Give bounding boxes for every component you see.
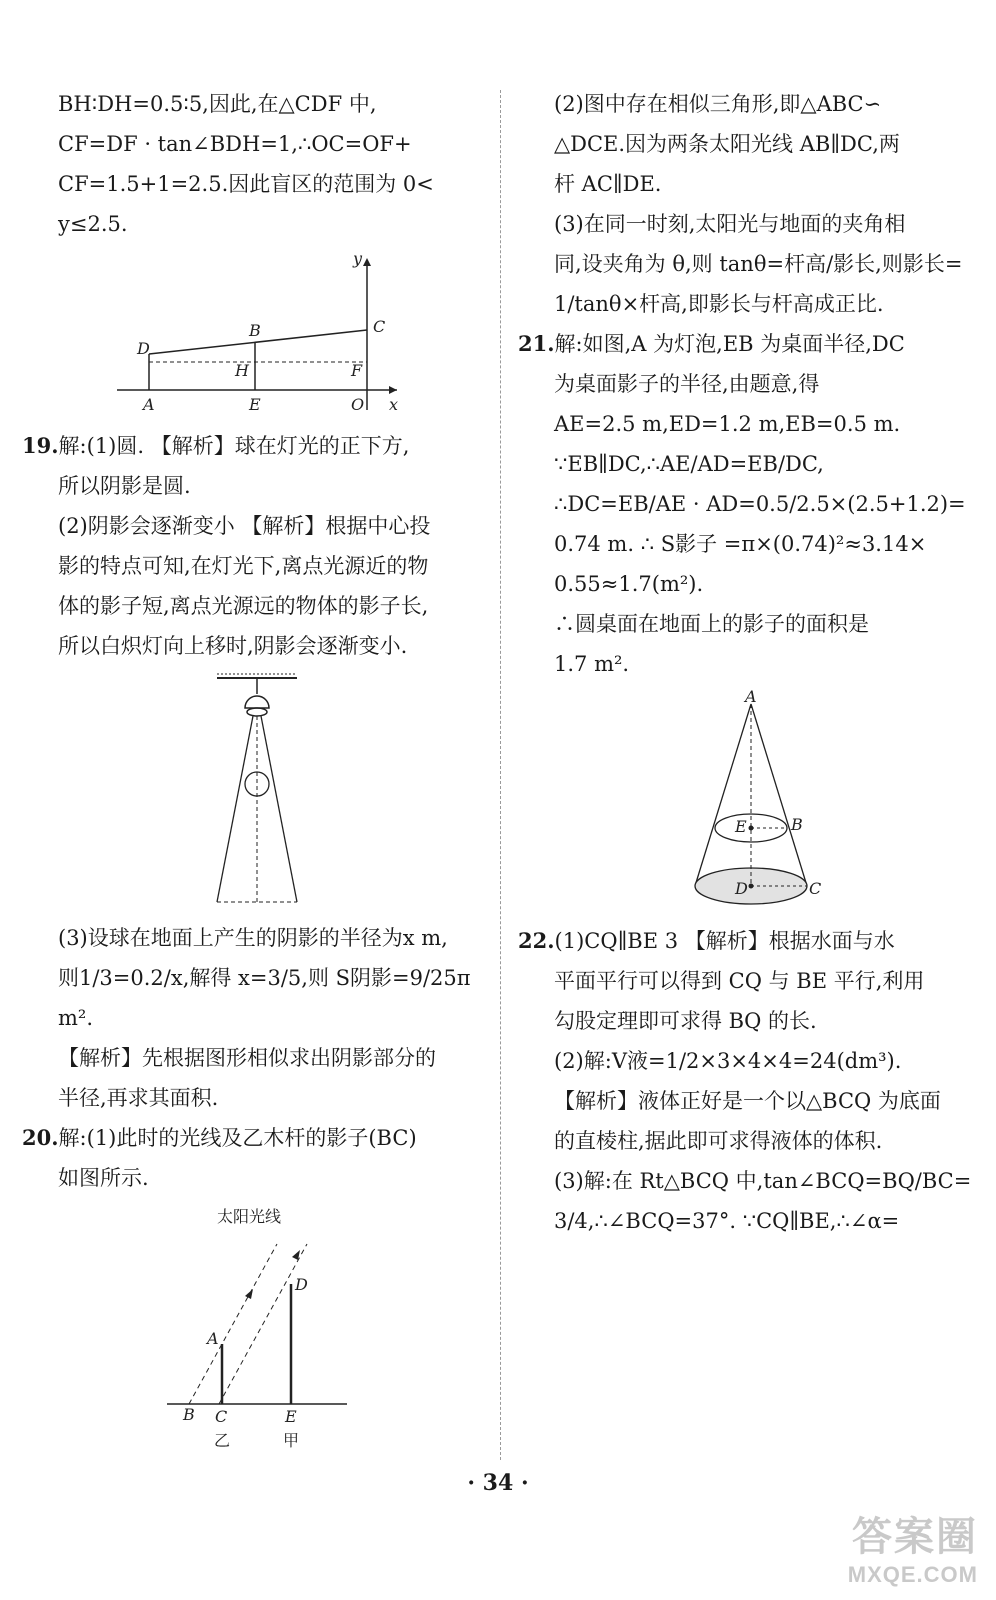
fig18-label-b: B (249, 321, 261, 340)
q21-number: 21. (518, 331, 555, 356)
q21-line-3: AE=2.5 m,ED=1.2 m,EB=0.5 m. (554, 412, 901, 436)
left-column (22, 84, 492, 1460)
q20-part2-line-2: △DCE.因为两条太阳光线 AB∥DC,两 (554, 132, 900, 156)
q22-line-4: (2)解:V液=1/2×3×4×4=24(dm³). (554, 1049, 902, 1073)
q20-line-2: 如图所示. (58, 1166, 149, 1190)
fig18-label-y: y (353, 250, 363, 268)
q19-line-4: 影的特点可知,在灯光下,离点光源近的物 (58, 554, 429, 578)
fig21-label-e: E (735, 817, 747, 836)
q22-line-2: 平面平行可以得到 CQ 与 BE 平行,利用 (554, 969, 925, 993)
fig18-label-o: O (351, 395, 365, 414)
figure-18-blind-zone (107, 250, 407, 420)
fig18-label-e: E (249, 395, 261, 414)
watermark-line-1: 答案圈 (852, 1515, 978, 1559)
q20-part3-line-3: 1/tanθ×杆高,即影长与杆高成正比. (554, 292, 884, 316)
q21-line-6: 0.74 m. ∴ S影子 =π×(0.74)²≈3.14× (554, 532, 927, 556)
fig18-label-a: A (143, 395, 155, 414)
fig20-label-c: C (215, 1407, 228, 1426)
q19-part3-line-1: (3)设球在地面上产生的阴影的半径为x m, (58, 926, 448, 950)
q21-line-7: 0.55≈1.7(m²). (554, 572, 704, 596)
q22-line-5: 【解析】液体正好是一个以△BCQ 为底面 (554, 1089, 941, 1113)
q21-line-5: ∴DC=EB/AE · AD=0.5/2.5×(2.5+1.2)= (554, 492, 966, 516)
q22-line-3: 勾股定理即可求得 BQ 的长. (554, 1009, 817, 1033)
figure-21-cone-shadow (675, 690, 825, 915)
q19-part3-line-4: 半径,再求其面积. (58, 1086, 219, 1110)
q19-part3-line-2: 则1/3=0.2/x,解得 x=3/5,则 S阴影=9/25π m². (58, 966, 471, 1030)
column-divider (500, 90, 501, 1460)
q18-line-1: BH∶DH=0.5∶5,因此,在△CDF 中, (58, 92, 377, 116)
q22-number: 22. (518, 928, 555, 953)
fig21-label-a: A (745, 690, 757, 706)
q21-line-4: ∵EB∥DC,∴AE/AD=EB/DC, (554, 452, 824, 476)
q19-number: 19. (22, 433, 59, 458)
fig20-label-d: D (295, 1275, 308, 1294)
q21-line-2: 为桌面影子的半径,由题意,得 (554, 372, 820, 396)
fig18-label-f: F (351, 361, 363, 380)
q22-line-6: 的直棱柱,据此即可求得液体的体积. (554, 1129, 883, 1153)
q20-part3-line-2: 同,设夹角为 θ,则 tanθ=杆高/影长,则影长= (554, 252, 963, 276)
q21-line-1: 解:如图,A 为灯泡,EB 为桌面半径,DC (554, 332, 905, 356)
q20-part3-line-1: (3)在同一时刻,太阳光与地面的夹角相 (554, 212, 906, 236)
q21-line-9: 1.7 m². (554, 652, 630, 676)
figure-20-sun-shadow (157, 1204, 357, 1454)
fig20-label-a: A (207, 1329, 219, 1348)
q20-part2-line-1: (2)图中存在相似三角形,即△ABC∽ (554, 92, 882, 116)
q19-line-3: (2)阴影会逐渐变小 【解析】根据中心投 (58, 514, 431, 538)
fig21-label-b: B (791, 815, 803, 834)
page-number: · 34 · (467, 1470, 529, 1496)
q22-line-1: (1)CQ∥BE 3 【解析】根据水面与水 (554, 929, 895, 953)
q19-line-2: 所以阴影是圆. (58, 474, 191, 498)
fig20-label-b: B (183, 1405, 195, 1424)
q19-line-6: 所以白炽灯向上移时,阴影会逐渐变小. (58, 634, 408, 658)
fig21-label-d: D (735, 879, 748, 898)
watermark-logo (848, 1505, 978, 1588)
watermark-line-2: MXQE.COM (847, 1562, 978, 1587)
fig18-label-h: H (235, 361, 249, 380)
q22-line-8: 3/4,∴∠BCQ=37°. ∵CQ∥BE,∴∠α= (554, 1209, 900, 1233)
q18-line-3: CF=1.5+1=2.5.因此盲区的范围为 0< (58, 172, 434, 196)
q20-number: 20. (22, 1125, 59, 1150)
fig18-label-c: C (373, 317, 386, 336)
right-column (518, 84, 982, 1241)
fig18-label-d: D (137, 339, 150, 358)
q19-part3-line-3: 【解析】先根据图形相似求出阴影部分的 (58, 1046, 436, 1070)
q18-line-2: CF=DF · tan∠BDH=1,∴OC=OF+ (58, 132, 412, 156)
fig20-label-jia: 甲 (283, 1431, 300, 1450)
fig18-label-x: x (389, 395, 399, 414)
q19-line-1: 解:(1)圆. 【解析】球在灯光的正下方, (58, 434, 410, 458)
q19-line-5: 体的影子短,离点光源远的物体的影子长, (58, 594, 429, 618)
q20-line-1: 解:(1)此时的光线及乙木杆的影子(BC) (58, 1126, 417, 1150)
q22-line-7: (3)解:在 Rt△BCQ 中,tan∠BCQ=BQ/BC= (554, 1169, 972, 1193)
q20-part2-line-3: 杆 AC∥DE. (554, 172, 662, 196)
figure-19-lamp-ball (197, 672, 317, 912)
q21-line-8: ∴圆桌面在地面上的影子的面积是 (554, 612, 869, 636)
fig21-label-c: C (809, 879, 822, 898)
fig20-label-yi: 乙 (214, 1431, 231, 1450)
fig20-label-sunlight: 太阳光线 (217, 1207, 282, 1226)
q18-line-4: y≤2.5. (58, 212, 128, 236)
fig20-label-e: E (285, 1407, 297, 1426)
